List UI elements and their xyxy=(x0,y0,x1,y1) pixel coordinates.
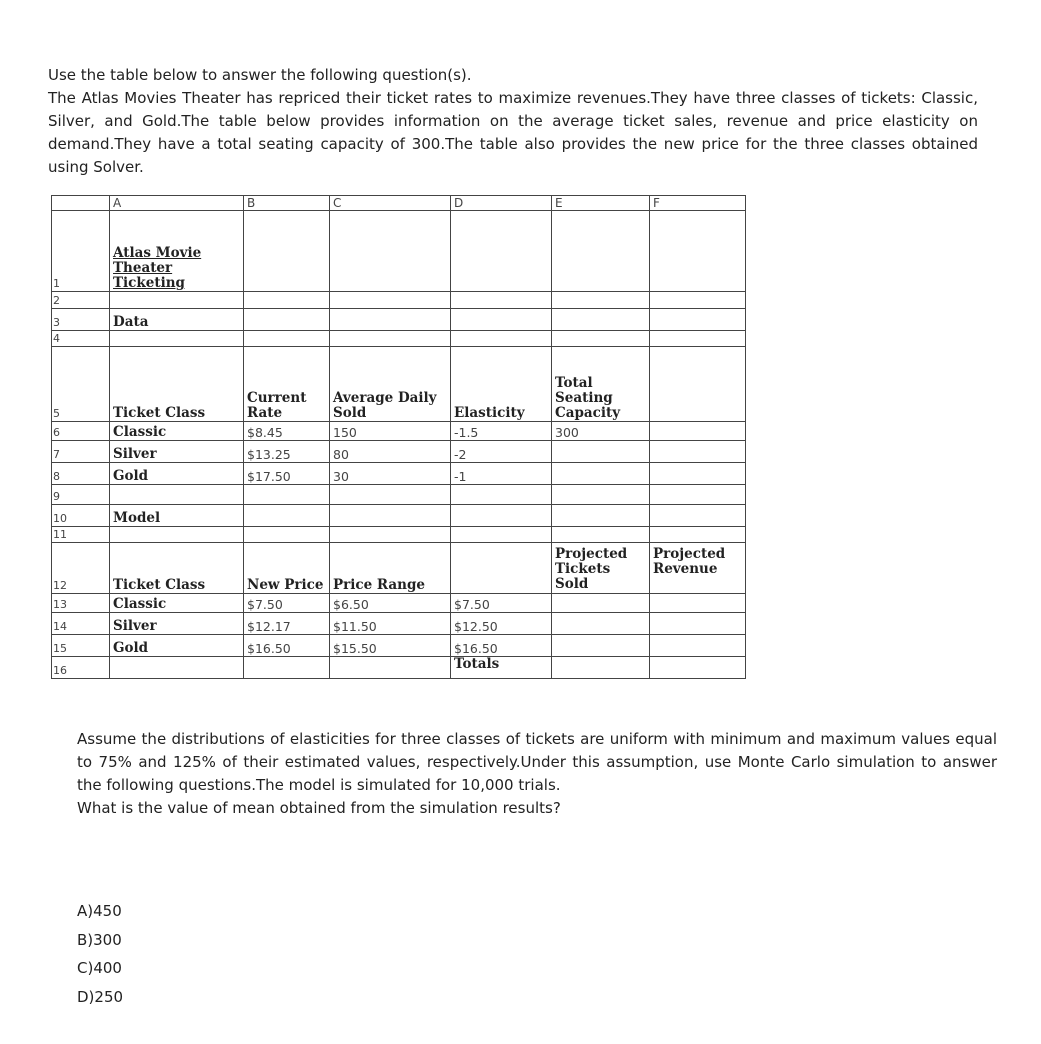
price-high-cell: $12.50 xyxy=(451,613,552,635)
totals-label: Totals xyxy=(451,657,552,679)
table-row xyxy=(52,657,746,679)
table-row xyxy=(52,485,746,505)
average-sold-cell: 80 xyxy=(330,441,451,463)
intro-text xyxy=(48,64,978,179)
data-header-row xyxy=(52,347,746,422)
row-number: 8 xyxy=(52,463,110,485)
instruction-line: Use the table below to answer the following question(s). xyxy=(48,66,472,84)
ticket-class-cell: Silver xyxy=(110,441,244,463)
model-section-label: Model xyxy=(110,505,244,527)
row-number: 1 xyxy=(52,211,110,292)
elasticity-cell: -2 xyxy=(451,441,552,463)
average-sold-cell: 150 xyxy=(330,422,451,441)
row-number: 7 xyxy=(52,441,110,463)
capacity-cell: 300 xyxy=(552,422,650,441)
current-rate-cell: $8.45 xyxy=(244,422,330,441)
table-row xyxy=(52,613,746,635)
price-low-cell: $15.50 xyxy=(330,635,451,657)
row-number: 4 xyxy=(52,331,110,347)
column-header-a: A xyxy=(110,196,244,211)
table-row xyxy=(52,331,746,347)
ticket-class-cell: Silver xyxy=(110,613,244,635)
table-row xyxy=(52,292,746,309)
projected-revenue-header: Projected Revenue xyxy=(650,543,746,594)
price-high-cell: $7.50 xyxy=(451,594,552,613)
column-header-b: B xyxy=(244,196,330,211)
row-number: 10 xyxy=(52,505,110,527)
option-d: D)250 xyxy=(77,988,124,1006)
row-number: 15 xyxy=(52,635,110,657)
row-number: 12 xyxy=(52,543,110,594)
row-number: 5 xyxy=(52,347,110,422)
intro-paragraph: The Atlas Movies Theater has repriced their ticket rates to maximize revenues.They have three classes of tickets: Classic, Silver, and Gold.The table below provides information on the average ticket sales, revenue and price elasticity on demand.They have a total seating capacity of 300.The table also provides the new price for the three classes obtained using Solver. xyxy=(48,89,978,176)
spreadsheet-table xyxy=(51,195,746,679)
table-row xyxy=(52,422,746,441)
price-range-header: Price Range xyxy=(330,543,451,594)
price-high-cell: $16.50 xyxy=(451,635,552,657)
price-low-cell: $11.50 xyxy=(330,613,451,635)
ticket-class-cell: Gold xyxy=(110,463,244,485)
current-rate-header: Current Rate xyxy=(244,347,330,422)
table-row xyxy=(52,505,746,527)
new-price-cell: $16.50 xyxy=(244,635,330,657)
ticket-class-header: Ticket Class xyxy=(110,347,244,422)
elasticity-header: Elasticity xyxy=(451,347,552,422)
data-section-label: Data xyxy=(110,309,244,331)
price-low-cell: $6.50 xyxy=(330,594,451,613)
new-price-cell: $12.17 xyxy=(244,613,330,635)
table-row xyxy=(52,594,746,613)
option-b: B)300 xyxy=(77,931,122,949)
ticket-class-header: Ticket Class xyxy=(110,543,244,594)
table-row xyxy=(52,211,746,292)
row-number: 13 xyxy=(52,594,110,613)
sheet-title: Atlas Movie Theater Ticketing xyxy=(110,211,244,292)
question-prompt: What is the value of mean obtained from the simulation results? xyxy=(77,799,561,817)
table-row xyxy=(52,309,746,331)
projected-tickets-header: Projected Tickets Sold xyxy=(552,543,650,594)
row-number: 9 xyxy=(52,485,110,505)
column-header-e: E xyxy=(552,196,650,211)
total-seating-header: Total Seating Capacity xyxy=(552,347,650,422)
assumption-paragraph: Assume the distributions of elasticities for three classes of tickets are uniform with minimum and maximum values equal to 75% and 125% of their estimated values, respectively.Under this assumption, use Monte Carlo simulation to answer the following questions.The model is simulated for 10,000 trials. xyxy=(77,730,997,794)
ticket-class-cell: Gold xyxy=(110,635,244,657)
table-row xyxy=(52,463,746,485)
row-number: 3 xyxy=(52,309,110,331)
current-rate-cell: $13.25 xyxy=(244,441,330,463)
current-rate-cell: $17.50 xyxy=(244,463,330,485)
model-header-row xyxy=(52,543,746,594)
elasticity-cell: -1 xyxy=(451,463,552,485)
table-row xyxy=(52,527,746,543)
elasticity-cell: -1.5 xyxy=(451,422,552,441)
column-header-c: C xyxy=(330,196,451,211)
option-a: A)450 xyxy=(77,902,122,920)
ticket-class-cell: Classic xyxy=(110,422,244,441)
new-price-header: New Price xyxy=(244,543,330,594)
average-daily-sold-header: Average Daily Sold xyxy=(330,347,451,422)
table-row xyxy=(52,635,746,657)
row-number: 2 xyxy=(52,292,110,309)
ticket-class-cell: Classic xyxy=(110,594,244,613)
table-row xyxy=(52,441,746,463)
column-header-f: F xyxy=(650,196,746,211)
question-text xyxy=(77,728,997,820)
average-sold-cell: 30 xyxy=(330,463,451,485)
column-header-d: D xyxy=(451,196,552,211)
row-number: 6 xyxy=(52,422,110,441)
column-header-row xyxy=(52,196,746,211)
option-c: C)400 xyxy=(77,959,122,977)
row-number: 14 xyxy=(52,613,110,635)
row-number: 11 xyxy=(52,527,110,543)
row-number: 16 xyxy=(52,657,110,679)
new-price-cell: $7.50 xyxy=(244,594,330,613)
